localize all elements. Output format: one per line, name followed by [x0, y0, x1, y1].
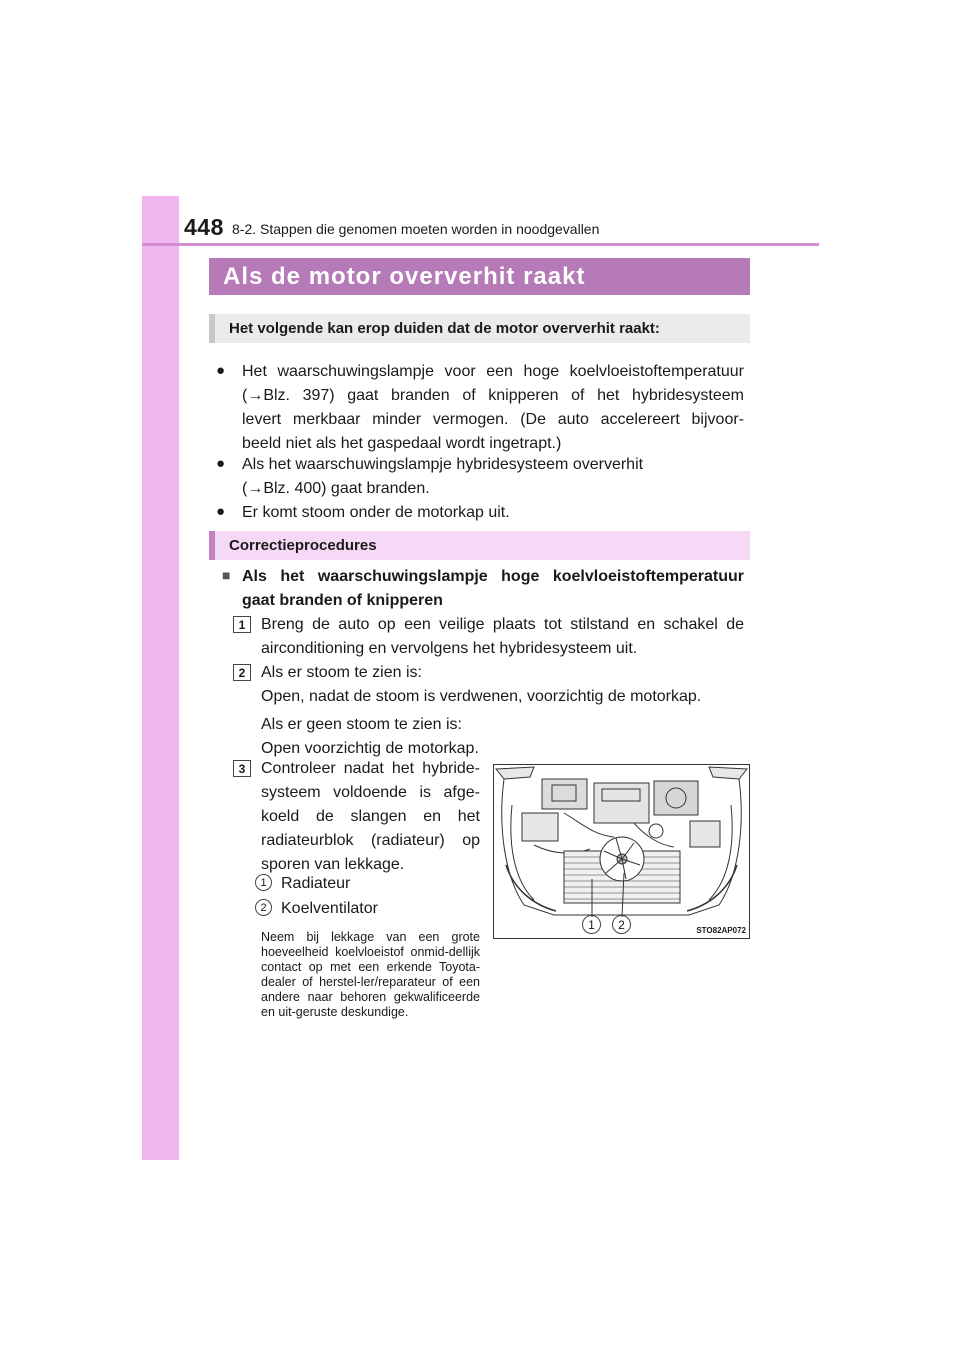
step-number-box: 2: [233, 664, 251, 681]
procedures-heading: Correctieprocedures: [209, 531, 750, 560]
step2-line1: Als er stoom te zien is:: [261, 664, 422, 681]
legend-number-circle: 1: [255, 874, 272, 891]
bullet1-line3: levert merkbaar minder vermogen. (De auto accelereert bijvoor-: [242, 411, 744, 428]
legend-number-circle: 2: [255, 899, 272, 916]
callout-cooling-fan: 2: [612, 915, 631, 934]
step2-line2: Open, nadat de stoom is verdwenen, voorzichtig de motorkap.: [261, 688, 702, 705]
bullet2-line2: (→Blz. 400) gaat branden.: [242, 480, 430, 497]
callout-radiator: 1: [582, 915, 601, 934]
step3-line2: systeem voldoende is afge-: [261, 784, 480, 801]
step3-line3: koeld de slangen en het: [261, 808, 480, 825]
running-header: 8-2. Stappen die genomen moeten worden in noodgevallen: [232, 221, 600, 237]
header-rule: [142, 243, 819, 246]
bullet-icon: ●: [216, 503, 226, 520]
bullet-icon: ●: [216, 362, 226, 379]
step3-line4: radiateurblok (radiateur) op: [261, 832, 480, 849]
bullet1-line2: (→Blz. 397) gaat branden of knipperen of het hybridesysteem: [242, 387, 744, 404]
page-number: 448: [184, 214, 224, 240]
symptoms-heading: Het volgende kan erop duiden dat de motor oververhit raakt:: [209, 314, 750, 343]
bullet1-line1: Het waarschuwingslampje voor een hoge koelvloeistoftemperatuur: [242, 363, 744, 380]
bullet1-line4: beeld niet als het gaspedaal wordt ingetrapt.): [242, 435, 562, 452]
legend-label: Radiateur: [281, 875, 351, 892]
square-bullet-icon: ■: [222, 567, 231, 583]
step2-line4: Open voorzichtig de motorkap.: [261, 740, 479, 757]
step1-line2: airconditioning en vervolgens het hybridesysteem uit.: [261, 640, 638, 657]
section-title: Als de motor oververhit raakt: [223, 262, 586, 290]
step3-line5: sporen van lekkage.: [261, 856, 405, 873]
subheading-line2: gaat branden of knipperen: [242, 592, 443, 609]
figure-code: STO82AP072: [696, 926, 746, 935]
step-number-box: 3: [233, 760, 251, 777]
step-number-box: 1: [233, 616, 251, 633]
bullet2-line1: Als het waarschuwingslampje hybridesysteem oververhit: [242, 456, 644, 473]
leakage-note: Neem bij lekkage van een grote hoeveelheid koelvloeistof onmid-dellijk contact op met een erkende Toyota-dealer of herstel-ler/reparateur of een andere naar behoren gekwalificeerde en uit-geruste deskundige.: [261, 930, 480, 1019]
subheading-line1: Als het waarschuwingslampje hoge koelvloeistoftemperatuur: [242, 568, 744, 585]
bullet3-text: Er komt stoom onder de motorkap uit.: [242, 504, 510, 521]
chapter-sidebar-tab: [142, 196, 179, 1160]
step3-line1: Controleer nadat het hybride-: [261, 760, 480, 777]
engine-illustration: [494, 765, 749, 938]
section-title-bar: [209, 258, 750, 295]
step2-line3: Als er geen stoom te zien is:: [261, 716, 462, 733]
bullet-icon: ●: [216, 455, 226, 472]
step1-line1: Breng de auto op een veilige plaats tot stilstand en schakel de: [261, 616, 744, 633]
engine-compartment-figure: [493, 764, 750, 939]
legend-label: Koelventilator: [281, 900, 378, 917]
